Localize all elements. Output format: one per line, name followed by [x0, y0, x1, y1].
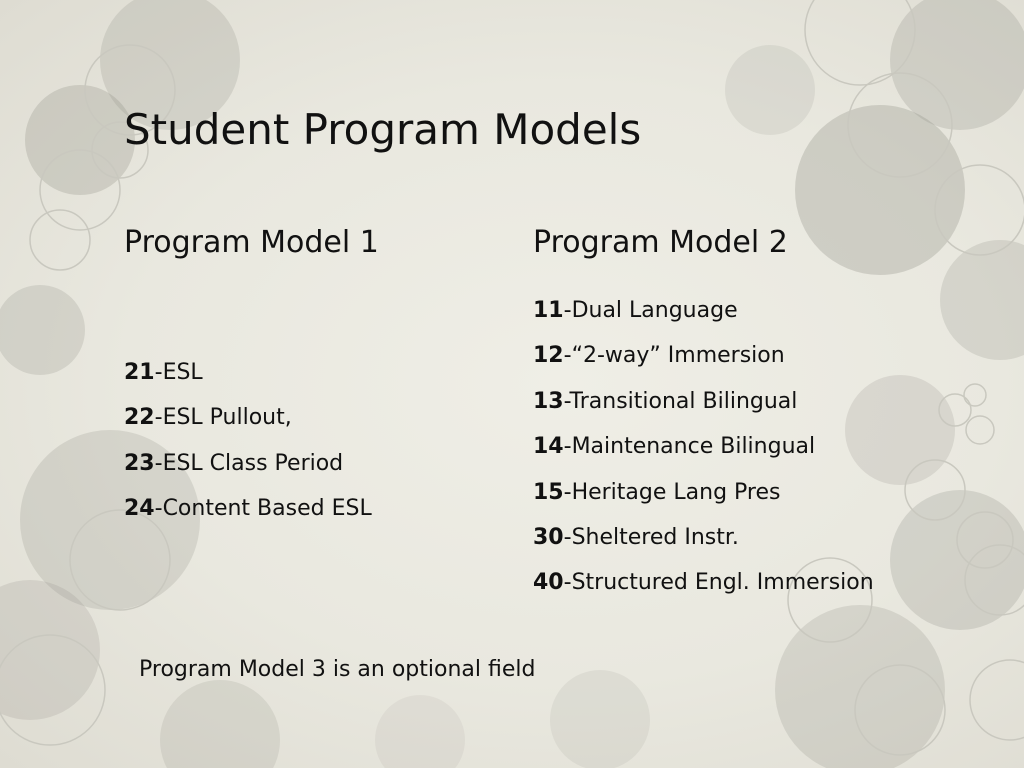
item-label: -ESL Pullout, [154, 405, 292, 431]
item-label: -Sheltered Instr. [563, 524, 739, 550]
item-code: 24 [124, 496, 155, 522]
item-code: 21 [124, 360, 155, 385]
item-label: -ESL Class Period [154, 450, 344, 476]
list-item [533, 568, 933, 598]
list-item [533, 432, 933, 462]
item-code: 12 [533, 343, 564, 369]
item-label: -Content Based ESL [154, 496, 372, 522]
item-code: 40 [533, 570, 564, 596]
list-item [533, 341, 933, 371]
program-model-2-heading: Program Model 2 [533, 225, 788, 260]
list-item [533, 296, 933, 326]
item-label: -Maintenance Bilingual [563, 434, 816, 460]
item-label: -“2-way” Immersion [563, 343, 785, 369]
list-item [533, 523, 933, 553]
list-item [533, 387, 933, 417]
optional-field-note: Program Model 3 is an optional field [139, 657, 536, 682]
item-code: 22 [124, 405, 155, 431]
item-code: 13 [533, 388, 564, 414]
item-code: 30 [533, 524, 564, 550]
item-code: 23 [124, 450, 155, 476]
program-model-1-list [124, 358, 484, 540]
list-item [124, 494, 484, 524]
item-label: -Dual Language [563, 298, 738, 323]
item-label: -ESL [154, 360, 203, 385]
item-label: -Transitional Bilingual [563, 388, 798, 414]
program-model-1-heading: Program Model 1 [124, 225, 379, 260]
list-item [124, 449, 484, 479]
list-item [124, 358, 484, 388]
slide-title: Student Program Models [124, 105, 642, 154]
item-label: -Heritage Lang Pres [563, 479, 781, 505]
item-code: 15 [533, 479, 564, 505]
list-item [533, 478, 933, 508]
program-model-2-list [533, 296, 933, 614]
item-code: 11 [533, 298, 564, 323]
list-item [124, 403, 484, 433]
item-code: 14 [533, 434, 564, 460]
item-label: -Structured Engl. Immersion [563, 570, 874, 596]
